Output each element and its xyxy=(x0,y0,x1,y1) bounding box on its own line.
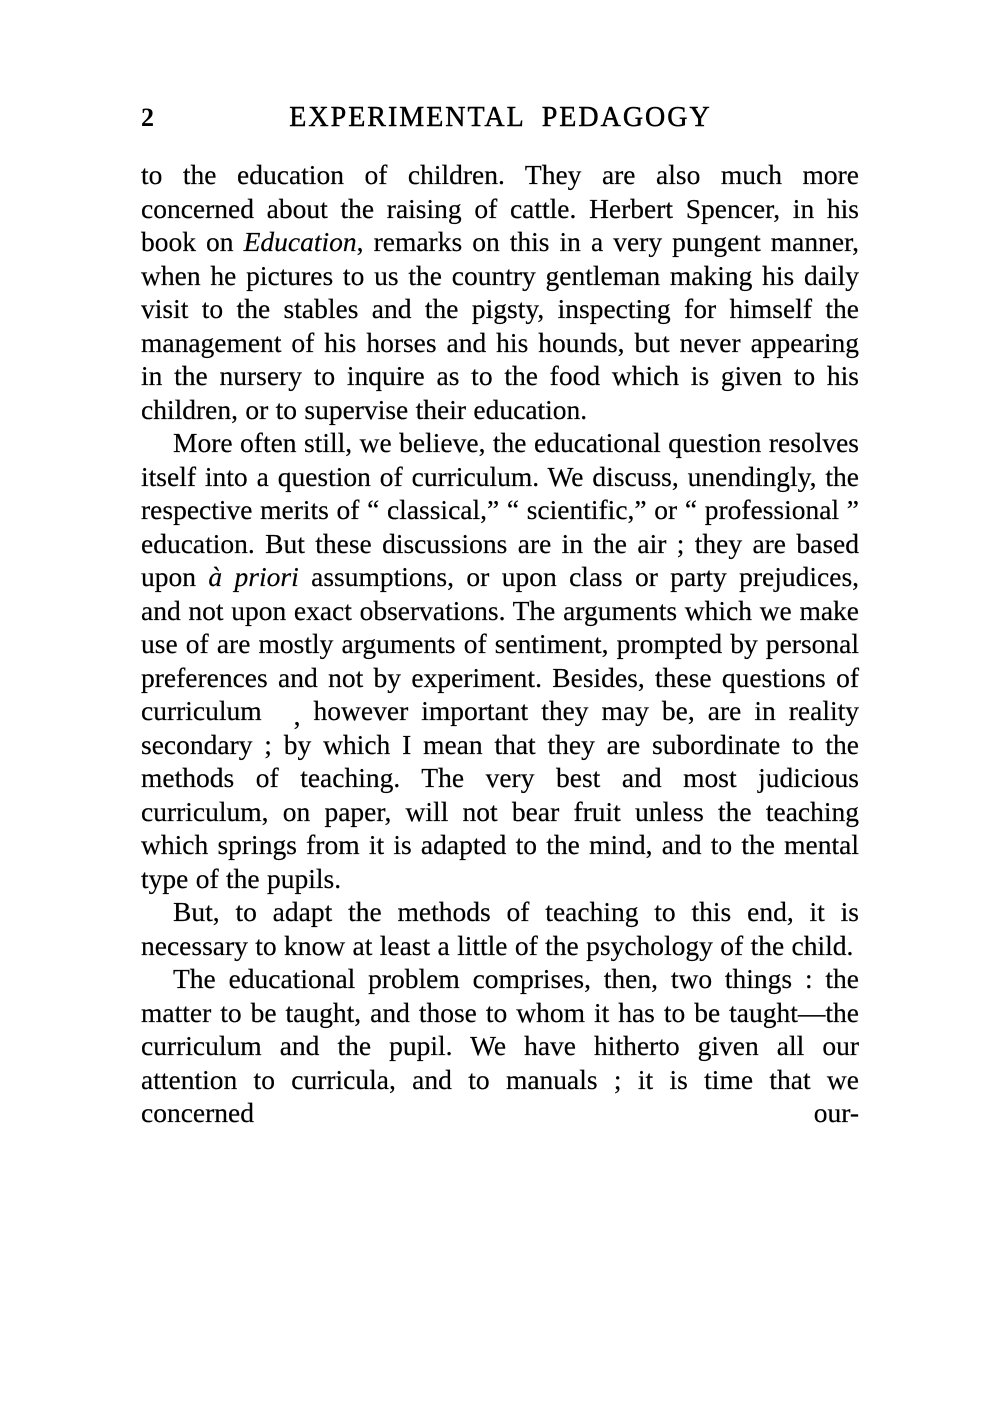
paragraph-2-text-e: however important they may be, are in reality secondary ; by which I mean that they are subordinate to the methods of teaching. The very best and most judicious curriculum, on paper, will not bear fruit unless the teaching which springs from it is adapted to the mind, and to the mental type of the pupils. xyxy=(141,695,859,894)
page-number: 2 xyxy=(141,103,154,132)
book-title-education: Education xyxy=(243,226,357,257)
body-text xyxy=(141,158,859,1130)
dropped-comma: , xyxy=(293,700,301,731)
paragraph-2-text-c: assumptions, or upon class or party prejudices, and not upon exact observations. The arguments which we make use of are mostly arguments of sentiment, prompted by personal preferences and not by experiment. Besides, these questions of curriculum xyxy=(141,561,860,726)
paragraph-1-text-c: , remarks on this in a very pungent manner, when he pictures to us the country gentleman making his daily visit to the stables and the pigsty, inspecting for himself the management of his horses and his hounds, but never appearing in the nursery to inquire as to the food which is given to his children, or to supervise their education. xyxy=(141,226,860,425)
paragraph-2 xyxy=(141,426,859,895)
paragraph-2-text-a: More often still, we believe, the educational question resolves itself into a question of curriculum. We discuss, unendingly, the respective merits of “ classical,” “ scientific,” or “ professional ” education. But these discussions are in the air ; they are based upon xyxy=(141,427,859,592)
paragraph-4: The educational problem comprises, then, two things : the matter to be taught, and those to whom it has to be taught—the curriculum and the pupil. We have hitherto given all our attention to curricula, and to manuals ; it is time that we concerned our- xyxy=(141,963,859,1128)
running-head xyxy=(141,101,858,137)
paragraph-3: But, to adapt the methods of teaching to this end, it is necessary to know at least a little of the psychology of the child. xyxy=(141,896,859,961)
latin-phrase-a-priori: à priori xyxy=(208,561,299,592)
paragraph-1-text-a: to the education of children. They are also much more concerned about the raising of cattle. Herbert Spencer, in his book on xyxy=(141,159,859,257)
running-title xyxy=(141,101,858,135)
running-title-word-1: EXPERIMENTAL xyxy=(289,102,526,133)
running-title-word-2: PEDAGOGY xyxy=(541,102,712,133)
paragraph-1 xyxy=(141,158,859,426)
